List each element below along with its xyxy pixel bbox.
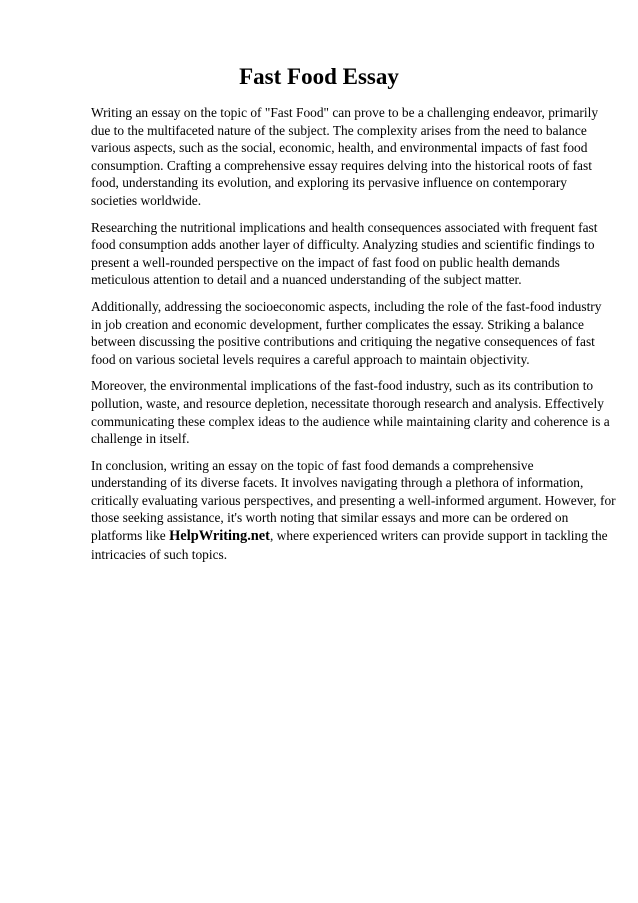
paragraph-line: platforms like [91, 528, 170, 544]
essay-body [91, 104, 616, 572]
paragraph-line: present a well-rounded perspective on the impact of fast food on public health demands [91, 254, 560, 270]
paragraph-line: pollution, waste, and resource depletion, necessitate thorough research and analysis. Effectively [91, 395, 604, 411]
paragraph-line: due to the multifaceted nature of the subject. The complexity arises from the need to balance [91, 122, 587, 138]
paragraph-line: food on various societal levels requires a careful approach to maintain objectivity. [91, 351, 530, 367]
paragraph-line: food, understanding its evolution, and exploring its pervasive influence on contemporary [91, 175, 567, 191]
paragraph-conclusion [91, 457, 616, 564]
paragraph-line: critically evaluating various perspectives, and presenting a well-informed argument. However, for [91, 492, 616, 508]
paragraph-line: Additionally, addressing the socioeconomic aspects, including the role of the fast-food industry [91, 298, 602, 314]
paragraph-line: food consumption adds another layer of difficulty. Analyzing studies and scientific findings to [91, 237, 595, 253]
paragraph-line: various aspects, such as the social, economic, health, and environmental impacts of fast food [91, 140, 588, 156]
paragraph-line: challenge in itself. [91, 431, 190, 447]
paragraph-line: in job creation and economic development, further complicates the essay. Striking a balance [91, 316, 584, 332]
paragraph-line: societies worldwide. [91, 192, 202, 208]
paragraph-3 [91, 298, 609, 368]
paragraph-line: between discussing the positive contributions and critiquing the negative consequences of fast [91, 334, 595, 350]
paragraph-2 [91, 219, 609, 289]
paragraph-line: understanding of its diverse facets. It involves navigating through a plethora of information, [91, 475, 584, 491]
paragraph-line: Moreover, the environmental implications of the fast-food industry, such as its contribution to [91, 378, 594, 394]
paragraph-line: communicating these complex ideas to the audience while maintaining clarity and coherence is a [91, 413, 610, 429]
brand-name: HelpWriting.net [169, 528, 270, 545]
paragraph-line: Writing an essay on the topic of "Fast Food" can prove to be a challenging endeavor, primarily [91, 105, 599, 120]
paragraph-1 [91, 104, 609, 210]
paragraph-line: Researching the nutritional implications and health consequences associated with frequent fast [91, 219, 598, 235]
paragraph-line: meticulous attention to detail and a nuanced understanding of the subject matter. [91, 272, 522, 288]
paragraph-line: consumption. Crafting a comprehensive essay requires delving into the historical roots of fast [91, 157, 592, 173]
paragraph-line: , where experienced writers can provide support in tackling the [269, 528, 608, 544]
paragraph-4 [91, 377, 609, 447]
paragraph-line: In conclusion, writing an essay on the topic of fast food demands a comprehensive [91, 457, 534, 473]
paragraph-line: intricacies of such topics. [91, 546, 228, 562]
document-title: Fast Food Essay [239, 64, 399, 89]
paragraph-line: those seeking assistance, it's worth noting that similar essays and more can be ordered on [91, 510, 569, 526]
